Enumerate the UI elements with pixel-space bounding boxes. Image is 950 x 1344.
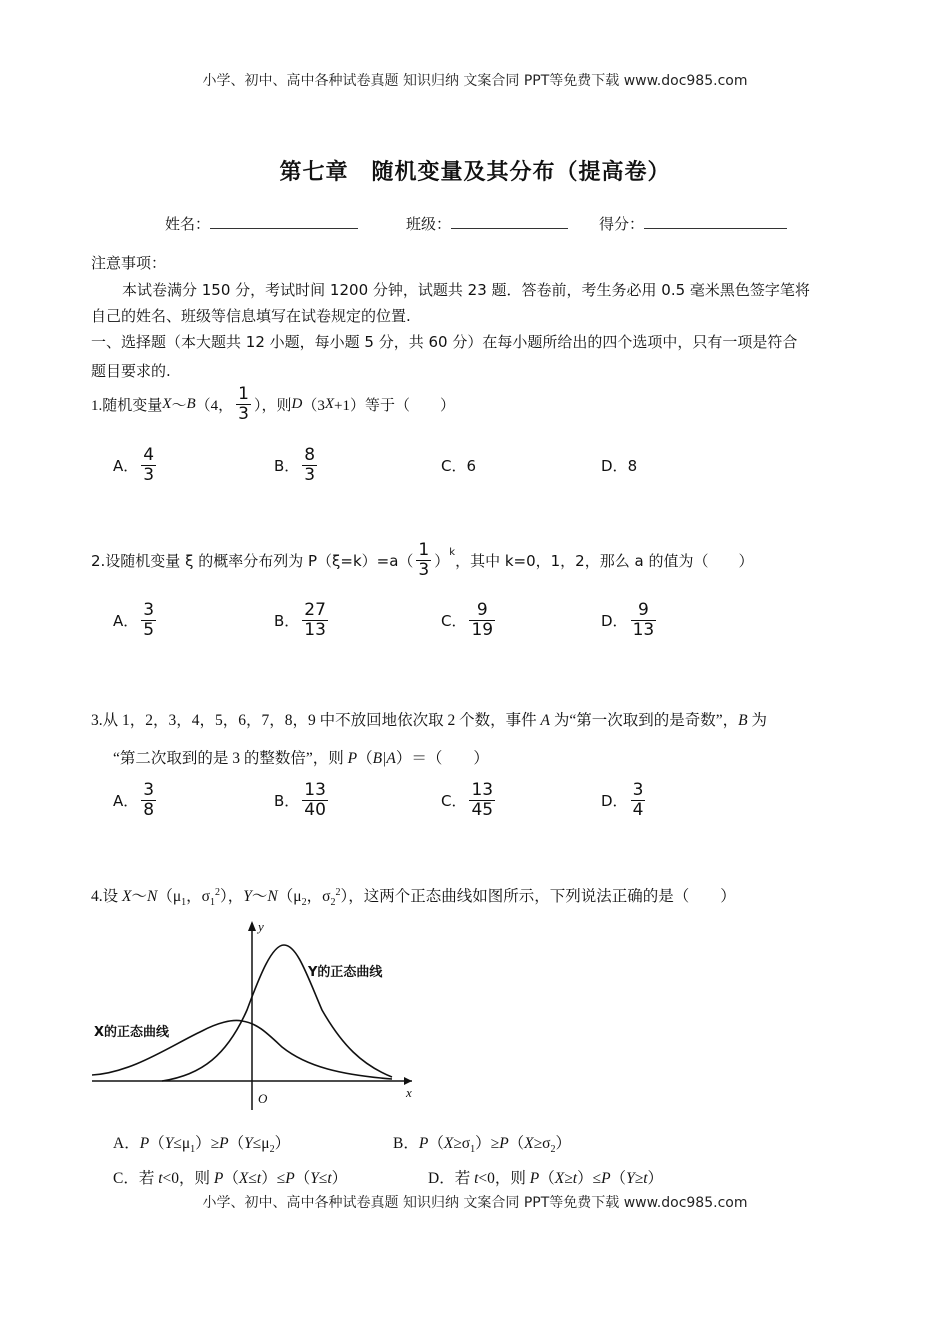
q4-option-d[interactable]: D．若 t<0，则 P（X≥t）≤P（Y≥t） bbox=[428, 1170, 664, 1187]
q2-option-c[interactable]: C． $\frac{9}{19}$ bbox=[441, 600, 494, 640]
q1-expr-close: +1）等于（ ） bbox=[334, 398, 455, 414]
name-blank[interactable] bbox=[210, 214, 358, 229]
class-blank[interactable] bbox=[451, 214, 568, 229]
q1-option-a[interactable]: A． $\frac{4}{3}$ bbox=[113, 445, 155, 485]
section-1-line-2: 题目要求的. bbox=[91, 362, 171, 380]
q4-option-c[interactable]: C．若 t<0，则 P（X≤t）≤P（Y≤t） bbox=[113, 1170, 348, 1187]
q2-option-a[interactable]: A． $\frac{3}{5}$ bbox=[113, 600, 155, 640]
x-curve-label: X的正态曲线 bbox=[94, 1025, 170, 1040]
score-blank[interactable] bbox=[644, 214, 787, 229]
q4-option-b[interactable]: B．$P(X\ge\sigma_1)\ge P(X\ge\sigma_2)$ bbox=[393, 1135, 572, 1156]
q1-prefix: 1.随机变量 bbox=[91, 398, 163, 414]
q1-tilde: ～ bbox=[171, 398, 187, 414]
q3-option-d[interactable]: D． $\frac{3}{4}$ bbox=[601, 780, 644, 820]
q3-option-c[interactable]: C． $\frac{13}{45}$ bbox=[441, 780, 494, 820]
score-label: 得分： bbox=[599, 215, 645, 233]
footer-banner: 小学、初中、高中各种试卷真题 知识归纳 文案合同 PPT等免费下载 www.doc985.com bbox=[202, 1195, 748, 1211]
question-4-stem: 4.设 $X\sim N(\mu_1$，$\sigma_1^2$），$Y\sim N(\mu_2$，$\sigma_2^2$），这两个正态曲线如图所示，下列说法正确的是（ ） bbox=[91, 886, 736, 909]
question-3-line-2: “第二次取到的是 3 的整数倍”，则 P（B|A）＝（ ） bbox=[113, 750, 489, 767]
q1-option-c[interactable]: C．6 bbox=[441, 457, 477, 475]
name-label: 姓名： bbox=[165, 215, 211, 233]
question-1-stem bbox=[91, 385, 455, 424]
notice-line-2: 自己的姓名、班级等信息填写在试卷规定的位置. bbox=[91, 307, 411, 325]
q1-mid: ），则 bbox=[253, 398, 292, 414]
normal-curves-figure bbox=[92, 915, 422, 1115]
q2-fraction: $\frac{1}{3}$ bbox=[418, 540, 430, 580]
y-axis-arrow bbox=[248, 921, 256, 931]
q1-var-d: D bbox=[291, 396, 303, 412]
class-field bbox=[406, 213, 568, 234]
x-axis-arrow bbox=[404, 1077, 412, 1085]
q1-var-b: B bbox=[186, 396, 196, 412]
q1-var-x: X bbox=[162, 396, 172, 412]
q2-prefix: 2.设随机变量 ξ 的概率分布列为 P（ξ=k）=a（ bbox=[91, 552, 414, 570]
page-title: 第七章 随机变量及其分布（提高卷） bbox=[279, 160, 671, 185]
question-2-stem bbox=[91, 541, 753, 580]
q2-option-b[interactable]: B． $\frac{27}{13}$ bbox=[274, 600, 326, 640]
q1-var-x2: X bbox=[324, 396, 335, 412]
q1-open: （4， bbox=[195, 398, 234, 414]
y-axis-label: y bbox=[258, 919, 264, 934]
q3-option-a[interactable]: A． $\frac{3}{8}$ bbox=[113, 780, 155, 820]
q1-option-d[interactable]: D．8 bbox=[601, 457, 638, 475]
header-banner: 小学、初中、高中各种试卷真题 知识归纳 文案合同 PPT等免费下载 www.doc985.com bbox=[202, 73, 748, 89]
x-axis-label: x bbox=[406, 1085, 412, 1100]
q2-option-d[interactable]: D． $\frac{9}{13}$ bbox=[601, 600, 655, 640]
q1-expr-open: （3 bbox=[302, 398, 325, 414]
class-label: 班级： bbox=[406, 215, 452, 233]
section-1-line-1: 一、选择题（本大题共 12 小题，每小题 5 分，共 60 分）在每小题所给出的四个选项中，只有一项是符合 bbox=[91, 333, 798, 351]
q2-close: ） bbox=[434, 552, 450, 570]
notice-heading: 注意事项： bbox=[91, 254, 167, 272]
y-curve-label: Y的正态曲线 bbox=[308, 965, 383, 980]
q3-option-b[interactable]: B． $\frac{13}{40}$ bbox=[274, 780, 326, 820]
q1-option-b[interactable]: B． $\frac{8}{3}$ bbox=[274, 445, 316, 485]
q4-option-a[interactable]: A．$P(Y\le\mu_1)\ge P(Y\le\mu_2)$ bbox=[113, 1135, 291, 1156]
notice-line-1: 本试卷满分 150 分，考试时间 1200 分钟，试题共 23 题．答卷前，考生务必用 0.5 毫米黑色签字笔将 bbox=[122, 281, 810, 299]
name-field bbox=[165, 213, 358, 234]
origin-label: O bbox=[258, 1091, 268, 1106]
q1-fraction: $\frac{1}{3}$ bbox=[238, 384, 249, 424]
q2-exponent: k bbox=[449, 547, 456, 558]
score-field bbox=[599, 213, 787, 234]
q2-suffix: ，其中 k=0，1，2，那么 a 的值为（ ） bbox=[455, 552, 754, 570]
question-3-line-1: 3.从 1，2，3，4，5，6，7，8，9 中不放回地依次取 2 个数，事件 A 为“第一次取到的是奇数”，B 为 bbox=[91, 712, 767, 729]
